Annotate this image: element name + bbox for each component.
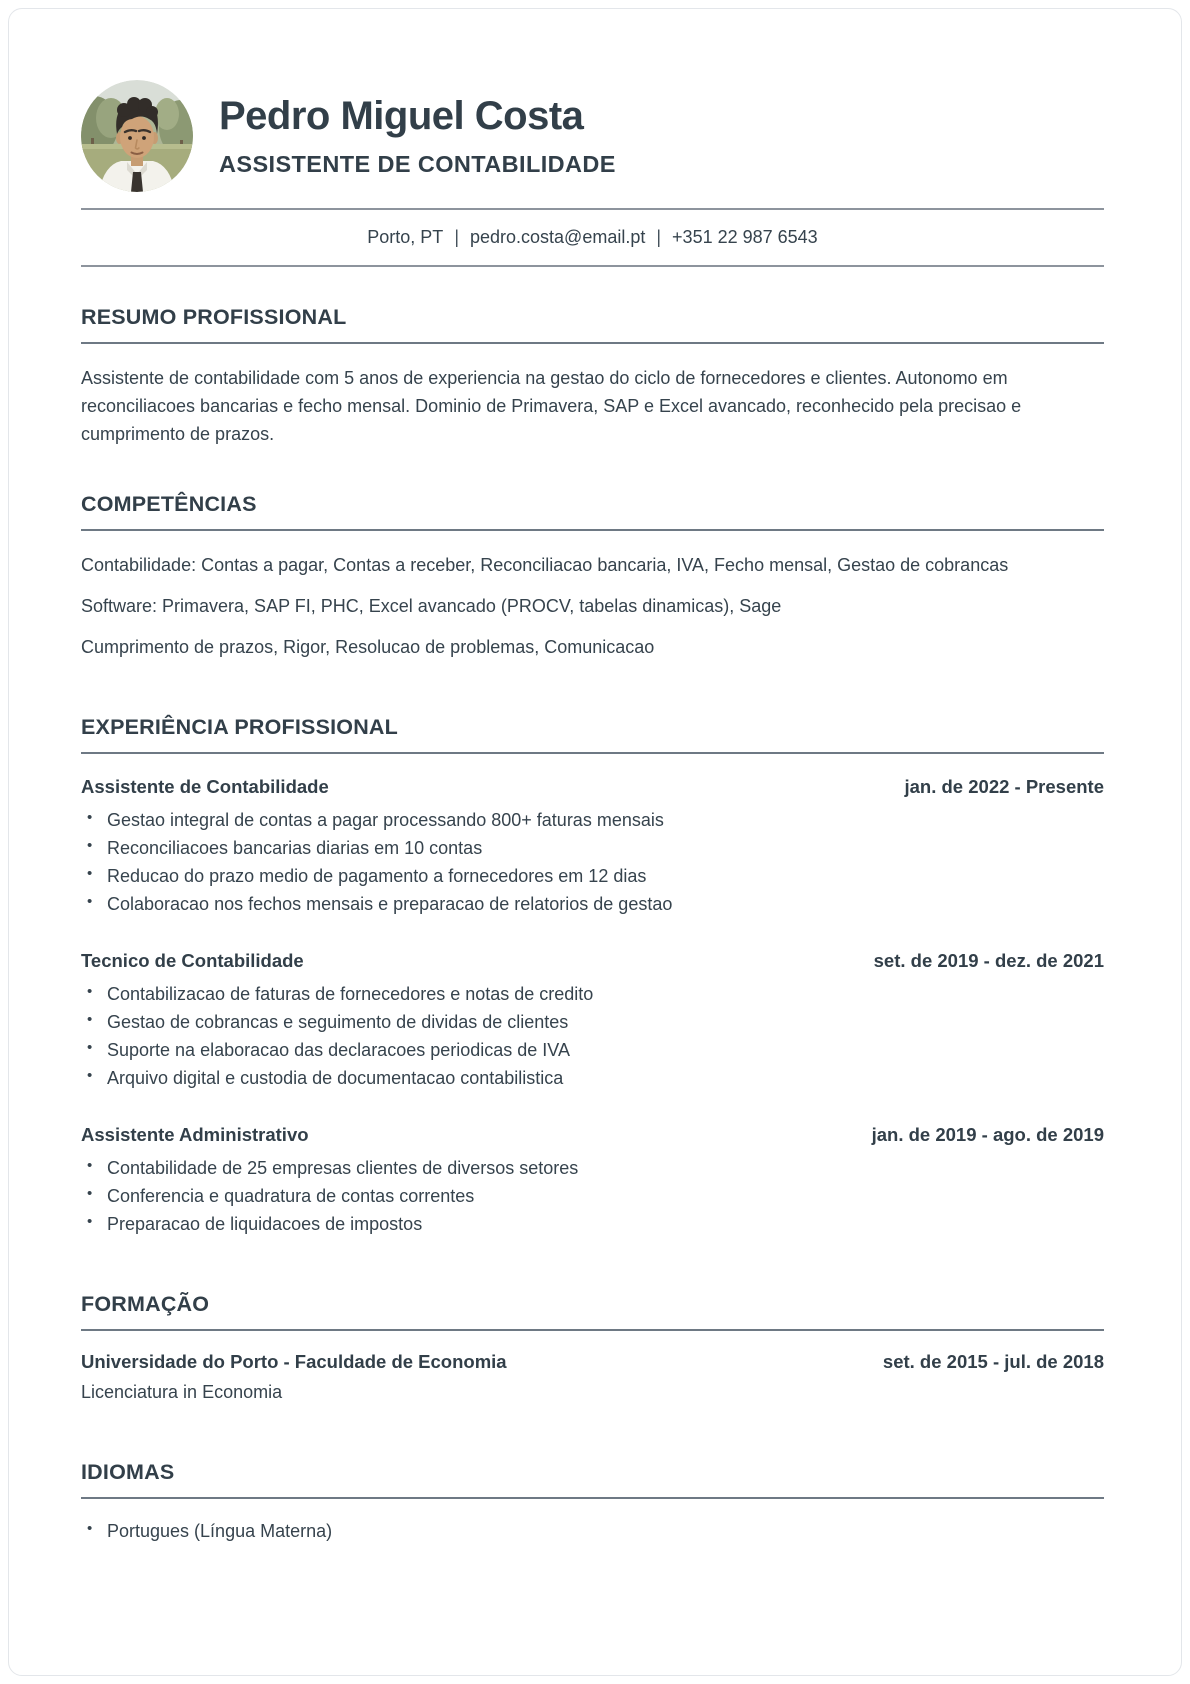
contact-line bbox=[81, 210, 1104, 265]
contact-phone: +351 22 987 6543 bbox=[672, 227, 818, 247]
skill-line: Software: Primavera, SAP FI, PHC, Excel avancado (PROCV, tabelas dinamicas), Sage bbox=[81, 596, 782, 616]
education-entry bbox=[81, 1351, 1104, 1406]
job-bullet-list bbox=[81, 806, 1104, 918]
job-bullet: • Gestao de cobrancas e seguimento de dividas de clientes bbox=[81, 1008, 1104, 1036]
job-bullet: • Arquivo digital e custodia de documentacao contabilistica bbox=[81, 1064, 1104, 1092]
job-dates: jan. de 2019 - ago. de 2019 bbox=[871, 1124, 1104, 1145]
skills-underline bbox=[81, 529, 1104, 531]
language-list bbox=[81, 1517, 1104, 1545]
job-bullet-list bbox=[81, 980, 1104, 1092]
education-school: Universidade do Porto - Faculdade de Economia bbox=[81, 1351, 507, 1372]
job-bullet: • Colaboracao nos fechos mensais e preparacao de relatorios de gestao bbox=[81, 890, 1104, 918]
job-title: Assistente de Contabilidade bbox=[81, 776, 329, 797]
section-education bbox=[81, 1292, 1104, 1406]
language-item: • Portugues (Língua Materna) bbox=[81, 1517, 1104, 1545]
job-bullet: • Contabilidade de 25 empresas clientes de diversos setores bbox=[81, 1154, 1104, 1182]
contact-email: pedro.costa@email.pt bbox=[470, 227, 646, 247]
education-degree: Licenciatura in Economia bbox=[81, 1382, 283, 1402]
languages-heading: IDIOMAS bbox=[81, 1460, 175, 1484]
education-dates: set. de 2015 - jul. de 2018 bbox=[882, 1351, 1104, 1372]
profile-photo bbox=[81, 80, 193, 192]
skills-heading: COMPETÊNCIAS bbox=[81, 492, 257, 516]
job-bullet-list bbox=[81, 1154, 1104, 1238]
job-bullet: • Reconciliacoes bancarias diarias em 10 contas bbox=[81, 834, 1104, 862]
education-underline bbox=[81, 1329, 1104, 1331]
candidate-job-title: ASSISTENTE DE CONTABILIDADE bbox=[219, 151, 616, 177]
skill-line: Cumprimento de prazos, Rigor, Resolucao de problemas, Comunicacao bbox=[81, 637, 655, 657]
candidate-name: Pedro Miguel Costa bbox=[219, 94, 584, 138]
experience-entry bbox=[81, 776, 1104, 918]
skill-line: Contabilidade: Contas a pagar, Contas a receber, Reconciliacao bancaria, IVA, Fecho mensal, Gestao de cobrancas bbox=[81, 555, 1009, 575]
resume-header bbox=[81, 80, 1104, 192]
section-experience bbox=[81, 715, 1104, 1238]
summary-text: Assistente de contabilidade com 5 anos de experiencia na gestao do ciclo de fornecedores e clientes. Autonomo em reconciliacoes bancarias e fecho mensal. Dominio de Primavera, SAP e Excel avancado, reconhecido pela precisao e cumprimento de prazos. bbox=[81, 368, 1022, 444]
experience-heading: EXPERIÊNCIA PROFISSIONAL bbox=[81, 715, 398, 739]
summary-underline bbox=[81, 342, 1104, 344]
job-bullet: • Conferencia e quadratura de contas correntes bbox=[81, 1182, 1104, 1210]
skills-list bbox=[81, 551, 1104, 661]
section-languages bbox=[81, 1460, 1104, 1545]
job-dates: jan. de 2022 - Presente bbox=[904, 776, 1104, 797]
job-bullet: • Contabilizacao de faturas de fornecedores e notas de credito bbox=[81, 980, 1104, 1008]
experience-entry bbox=[81, 1124, 1104, 1238]
job-dates: set. de 2019 - dez. de 2021 bbox=[873, 950, 1104, 971]
experience-underline bbox=[81, 752, 1104, 754]
job-bullet: • Gestao integral de contas a pagar processando 800+ faturas mensais bbox=[81, 806, 1104, 834]
education-heading: FORMAÇÃO bbox=[81, 1292, 210, 1316]
header-divider-bottom bbox=[81, 265, 1104, 267]
job-bullet: • Reducao do prazo medio de pagamento a fornecedores em 12 dias bbox=[81, 862, 1104, 890]
experience-entry bbox=[81, 950, 1104, 1092]
job-bullet: • Suporte na elaboracao das declaracoes periodicas de IVA bbox=[81, 1036, 1104, 1064]
section-skills bbox=[81, 492, 1104, 661]
job-title: Tecnico de Contabilidade bbox=[81, 950, 304, 971]
contact-location: Porto, PT bbox=[367, 227, 444, 247]
contact-separator: | bbox=[656, 227, 662, 247]
contact-separator: | bbox=[454, 227, 459, 247]
job-title: Assistente Administrativo bbox=[81, 1124, 309, 1145]
job-bullet: • Preparacao de liquidacoes de impostos bbox=[81, 1210, 1104, 1238]
languages-underline bbox=[81, 1497, 1104, 1499]
summary-heading: RESUMO PROFISSIONAL bbox=[81, 305, 347, 329]
name-block bbox=[219, 94, 616, 178]
section-summary bbox=[81, 305, 1104, 448]
